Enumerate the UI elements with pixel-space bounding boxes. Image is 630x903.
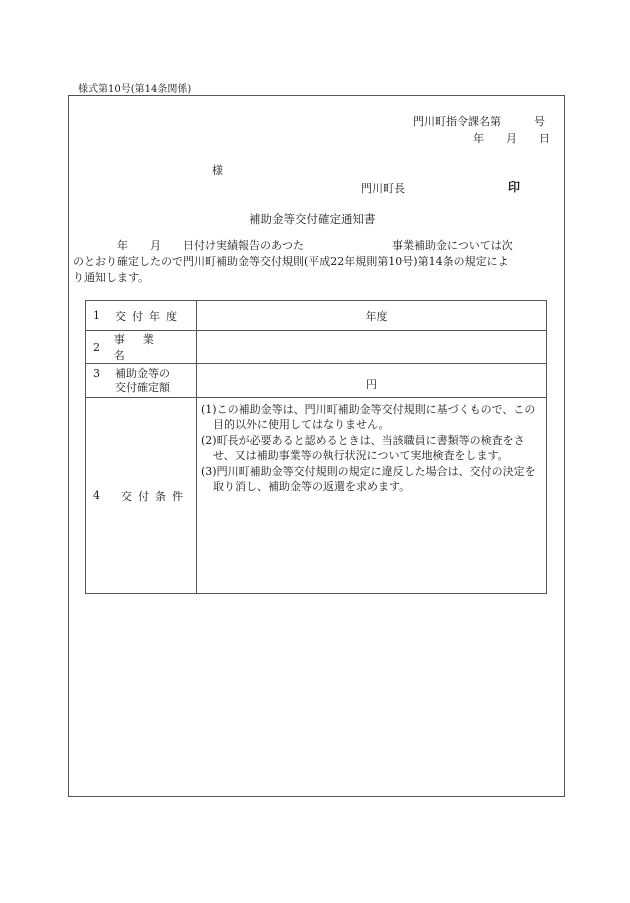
issue-date: 年 月 日	[473, 132, 550, 145]
row-label: 補助金等の	[115, 366, 170, 380]
table-row	[86, 301, 547, 331]
details-table	[85, 300, 547, 594]
form-number-label: 様式第10号(第14条関係)	[78, 84, 192, 95]
row-number: 4	[93, 489, 100, 502]
condition-item: (1)この補助金等は、門川町補助金等交付規則に基づくもので、この目的以外に使用してはなりません。	[201, 403, 536, 431]
currency-unit: 円	[366, 377, 377, 391]
row-label: 事業名	[113, 333, 172, 362]
row-label-cell	[86, 398, 197, 594]
document-frame	[68, 95, 565, 797]
condition-item: (2)町長が必要あると認めるときは、当該職員に書類等の検査をさせ、又は補助事業等の執行状況について実地検査をします。	[201, 434, 525, 462]
fiscal-year-field[interactable]	[197, 301, 547, 331]
body-line: 年 月 日付け実績報告のあつた 事業補助金については次	[73, 239, 513, 252]
condition-item: (3)門川町補助金等交付規則の規定に違反した場合は、交付の決定を取り消し、補助金等の返還を求めます。	[201, 465, 536, 493]
body-line: り通知します。	[73, 271, 150, 284]
table-row	[86, 398, 547, 594]
issuer-name: 門川町長	[361, 182, 405, 195]
seal-mark: 印	[508, 180, 521, 194]
document-number: 門川町指令課名第 号	[413, 115, 545, 128]
row-number: 1	[93, 309, 100, 322]
table-row	[86, 331, 547, 364]
document-title: 補助金等交付確定通知書	[249, 212, 376, 226]
row-label: 交付条件	[121, 489, 189, 503]
fiscal-year-unit: 年度	[365, 309, 388, 323]
row-label: 交付確定額	[115, 380, 170, 394]
row-label-cell	[86, 364, 197, 398]
row-label-cell	[86, 301, 197, 331]
row-label-cell	[86, 331, 197, 364]
row-number: 3	[93, 366, 100, 380]
project-name-field[interactable]	[197, 331, 547, 364]
body-paragraph	[73, 238, 561, 286]
row-label: 交付年度	[115, 309, 183, 323]
body-line: のとおり確定したので門川町補助金等交付規則(平成22年規則第10号)第14条の規定によ	[73, 255, 509, 268]
conditions-cell	[197, 398, 547, 594]
confirmed-amount-field[interactable]	[197, 364, 547, 398]
row-number: 2	[93, 340, 100, 354]
table-row	[86, 364, 547, 398]
addressee-suffix: 様	[212, 164, 223, 177]
